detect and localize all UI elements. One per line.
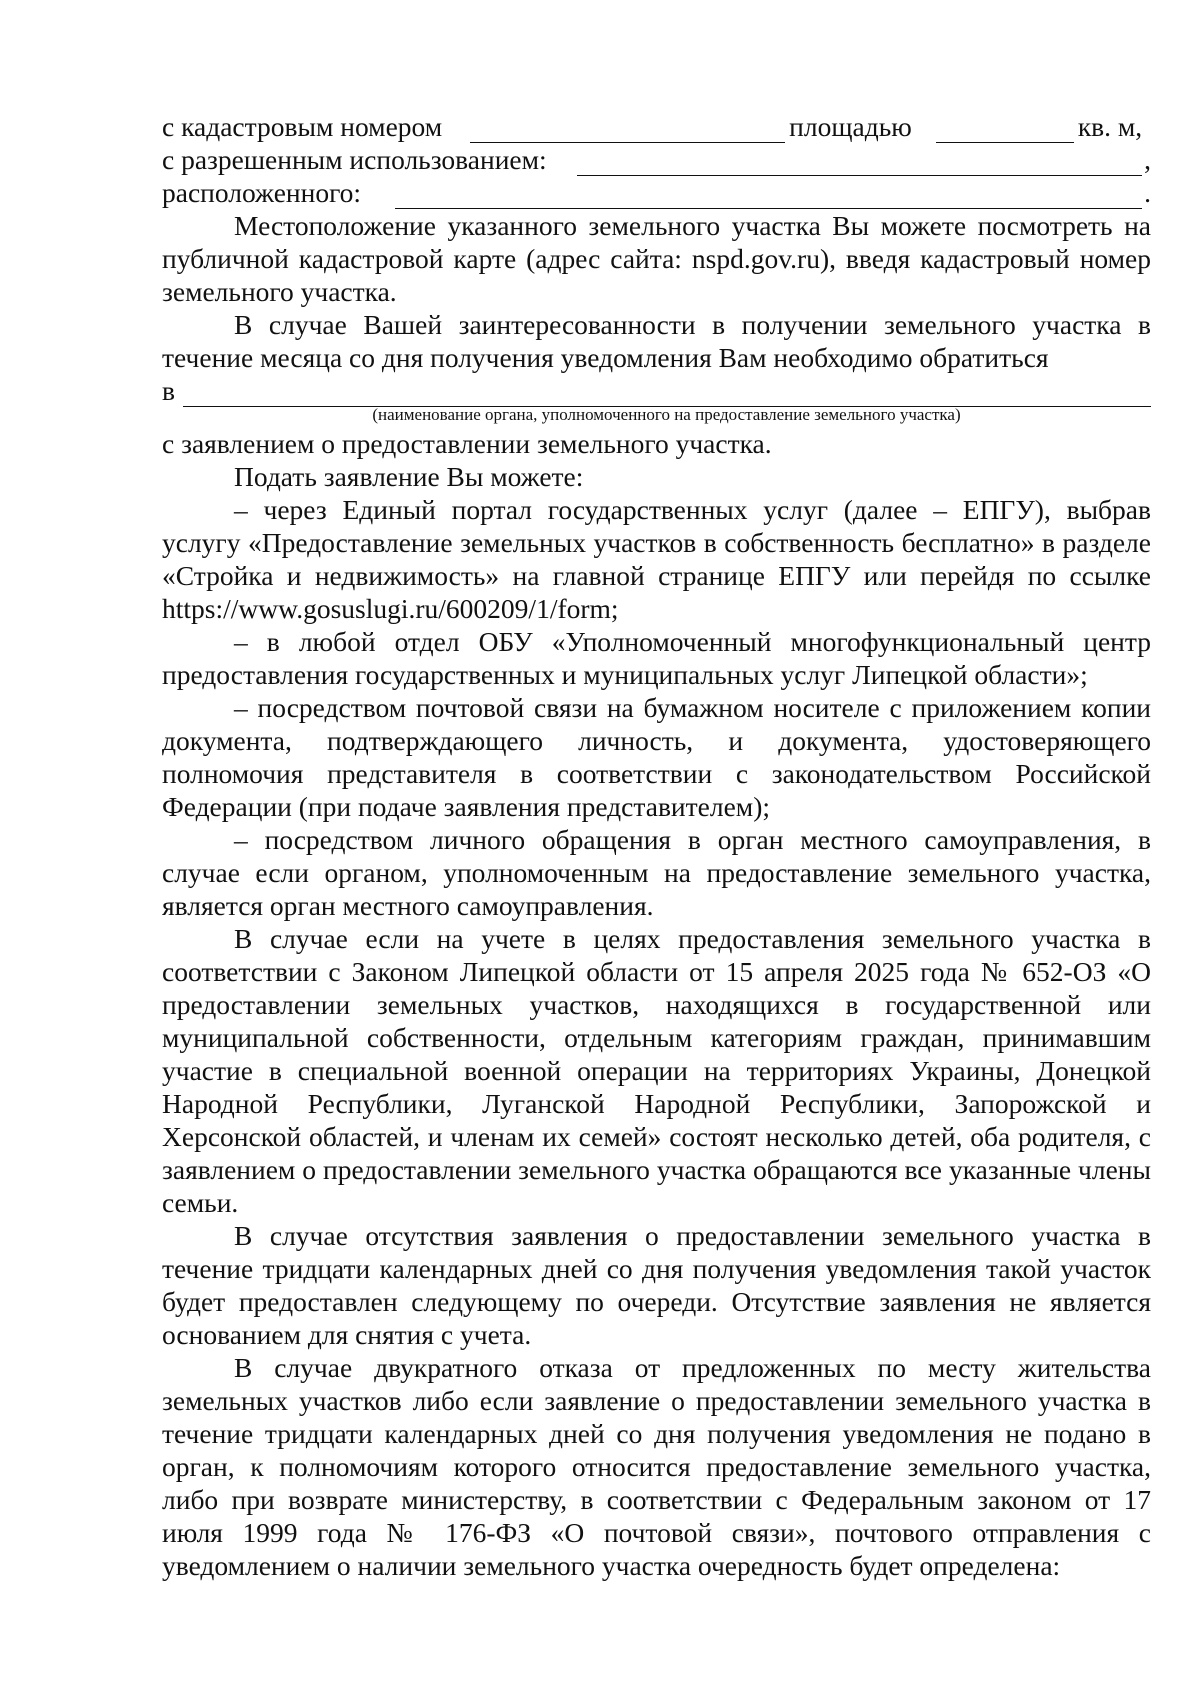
location-label: расположенного:: [162, 177, 362, 208]
document-page: [162, 110, 1151, 1582]
cadastral-row: [162, 110, 1151, 143]
paragraph-family: В случае если на учете в целях предоставления земельного участка в соответствии с Законом Липецкой области от 15 апреля 2025 года № 652-ОЗ «О предоставлении земельных участков, находящихся в государственной или муниципальной собственности, отдельным категориям граждан, принимавшим участие в специальной военной операции на территориях Украины, Донецкой Народной Республики, Луганской Народной Республики, Запорожской и Херсонской областей, и членам их семей» состоят несколько детей, оба родителя, с заявлением о предоставлении земельного участка обращаются все указанные члены семьи.: [162, 923, 1151, 1218]
usage-field[interactable]: [577, 148, 1142, 176]
paragraph-absence: В случае отсутствия заявления о предоставлении земельного участка в течение тридцати календарных дней со дня получения уведомления такой участок будет предоставлен следующему по очереди. Отсутствие заявления не является основанием для снятия с учета.: [162, 1220, 1151, 1350]
paragraph-map-info: Местоположение указанного земельного участка Вы можете посмотреть на публичной кадастровой карте (адрес сайта: nspd.gov.ru), введя кадастровый номер земельного участка.: [162, 210, 1151, 307]
submit-way-personal: – посредством личного обращения в орган местного самоуправления, в случае если органом, уполномоченным на предоставление земельного участка, является орган местного самоуправления.: [162, 824, 1151, 921]
organ-prefix: в: [162, 375, 175, 406]
cadastral-number-field[interactable]: [470, 115, 785, 143]
submit-way-epgu: – через Единый портал государственных услуг (далее – ЕПГУ), выбрав услугу «Предоставление земельных участков в собственность бесплатно» в разделе «Стройка и недвижимость» на главной странице ЕПГУ или перейдя по ссылке https://www.gosuslugi.ru/600209/1/form;: [162, 494, 1151, 624]
paragraph-refusal: В случае двукратного отказа от предложенных по месту жительства земельных участков либо если заявление о предоставлении земельного участка в течение тридцати календарных дней со дня получения уведомления не подано в орган, к полномочиям которого относится предоставление земельного участка, либо при возврате министерству, в соответствии с Федеральным законом от 17 июля 1999 года № 176-ФЗ «О почтовой связи», почтового отправления с уведомлением о наличии земельного участка очередность будет определена:: [162, 1352, 1151, 1581]
organ-row: [162, 374, 1151, 407]
cadastral-label: с кадастровым номером: [162, 111, 443, 142]
area-label: площадью: [789, 111, 912, 142]
paragraph-submit-intro: Подать заявление Вы можете:: [234, 461, 584, 492]
submit-way-post: – посредством почтовой связи на бумажном носителе с приложением копии документа, подтверждающего личность, и документа, удостоверяющего полномочия представителя в соответствии с законодательством Российской Федерации (при подаче заявления представителем);: [162, 692, 1151, 822]
location-row: [162, 176, 1151, 209]
location-end: .: [1144, 177, 1151, 208]
usage-end: ,: [1144, 144, 1151, 175]
usage-label: с разрешенным использованием:: [162, 144, 547, 175]
paragraph-interest: В случае Вашей заинтересованности в получении земельного участка в течение месяца со дня получения уведомления Вам необходимо обратиться: [162, 309, 1151, 373]
paragraph-statement: с заявлением о предоставлении земельного участка.: [162, 428, 772, 459]
organ-field[interactable]: [183, 379, 1151, 407]
submit-way-mfc: – в любой отдел ОБУ «Уполномоченный многофункциональный центр предоставления государственных и муниципальных услуг Липецкой области»;: [162, 626, 1151, 690]
location-field[interactable]: [395, 181, 1142, 209]
area-field[interactable]: [936, 115, 1074, 143]
organ-caption: (наименование органа, уполномоченного на предоставление земельного участка): [372, 405, 961, 424]
area-unit: кв. м,: [1077, 111, 1143, 142]
usage-row: [162, 143, 1151, 176]
